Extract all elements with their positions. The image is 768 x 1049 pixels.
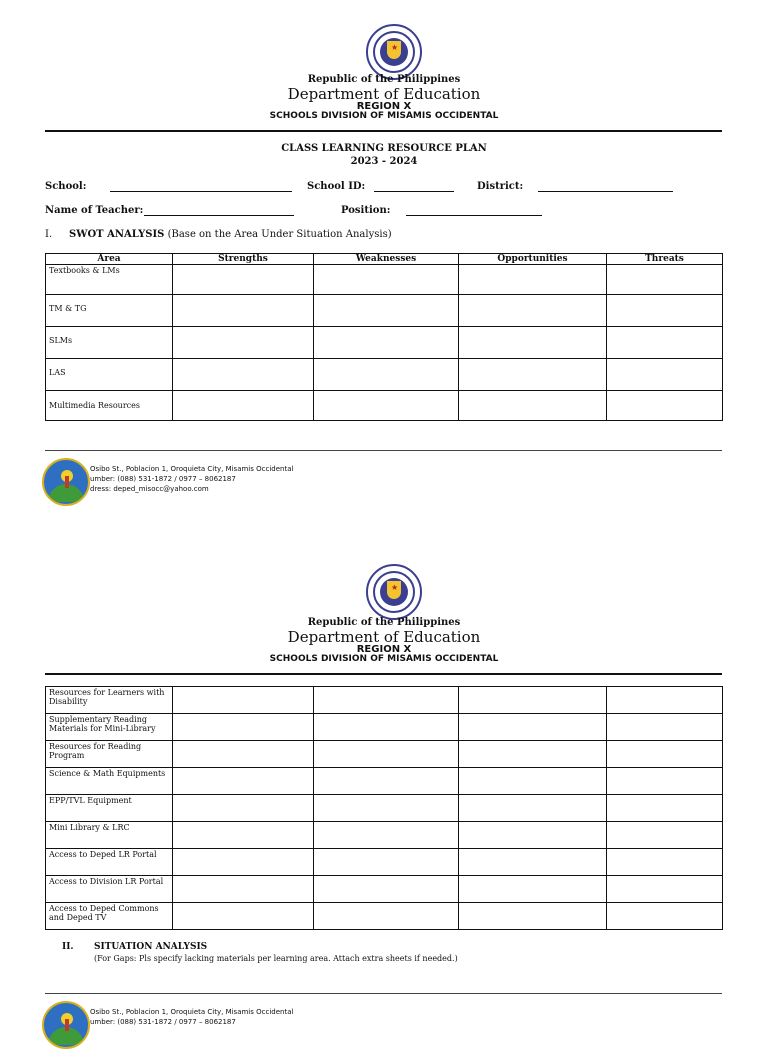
- table-row: [46, 903, 723, 930]
- header-divider: [45, 673, 722, 675]
- footer-email: dress: deped_misocc@yahoo.com: [90, 485, 209, 493]
- cell-threat[interactable]: [607, 849, 723, 876]
- area-mini-library: Mini Library & LRC: [46, 822, 173, 849]
- cell-threat[interactable]: [607, 295, 723, 327]
- swot-header-opportunities: Opportunities: [459, 254, 607, 265]
- section1-note: (Base on the Area Under Situation Analysis): [167, 229, 392, 240]
- cell-opportunity[interactable]: [459, 265, 607, 295]
- cell-weakness[interactable]: [314, 714, 459, 741]
- area-deped-lr-portal: Access to Deped LR Portal: [46, 849, 173, 876]
- cell-threat[interactable]: [607, 741, 723, 768]
- swot-table: [45, 253, 723, 421]
- cell-opportunity[interactable]: [459, 795, 607, 822]
- cell-opportunity[interactable]: [459, 822, 607, 849]
- table-row: [46, 876, 723, 903]
- deped-seal-icon: ★: [366, 564, 422, 620]
- cell-strength[interactable]: [173, 741, 314, 768]
- cell-opportunity[interactable]: [459, 295, 607, 327]
- plan-title: CLASS LEARNING RESOURCE PLAN: [281, 143, 487, 154]
- table-row: [46, 327, 723, 359]
- cell-threat[interactable]: [607, 822, 723, 849]
- cell-threat[interactable]: [607, 265, 723, 295]
- table-row: [46, 265, 723, 295]
- cell-strength[interactable]: [173, 903, 314, 930]
- cell-weakness[interactable]: [314, 876, 459, 903]
- table-row: [46, 849, 723, 876]
- division-logo-icon: [42, 458, 90, 506]
- cell-opportunity[interactable]: [459, 359, 607, 391]
- area-textbooks: Textbooks & LMs: [46, 265, 173, 295]
- cell-threat[interactable]: [607, 359, 723, 391]
- area-reading-program: Resources for Reading Program: [46, 741, 173, 768]
- area-epp-tvl: EPP/TVL Equipment: [46, 795, 173, 822]
- footer-phone: umber: (088) 531-1872 / 0977 – 8062187: [90, 1018, 236, 1026]
- cell-strength[interactable]: [173, 768, 314, 795]
- district-label: District:: [477, 181, 524, 192]
- cell-opportunity[interactable]: [459, 327, 607, 359]
- area-supplementary-reading: Supplementary Reading Materials for Mini-Library: [46, 714, 173, 741]
- table-row: [46, 295, 723, 327]
- division-label: SCHOOLS DIVISION OF MISAMIS OCCIDENTAL: [269, 111, 499, 121]
- deped-seal-icon: ★: [366, 24, 422, 80]
- cell-weakness[interactable]: [314, 359, 459, 391]
- school-year: 2023 - 2024: [350, 156, 418, 167]
- teacher-label: Name of Teacher:: [45, 205, 144, 216]
- swot-header-row: [46, 254, 723, 265]
- area-multimedia: Multimedia Resources: [46, 391, 173, 421]
- section1-title: SWOT ANALYSIS: [69, 229, 165, 240]
- cell-strength[interactable]: [173, 359, 314, 391]
- cell-weakness[interactable]: [314, 265, 459, 295]
- area-las: LAS: [46, 359, 173, 391]
- republic-label: Republic of the Philippines: [307, 617, 461, 628]
- cell-threat[interactable]: [607, 687, 723, 714]
- area-tm-tg: TM & TG: [46, 295, 173, 327]
- cell-weakness[interactable]: [314, 903, 459, 930]
- cell-strength[interactable]: [173, 714, 314, 741]
- department-title: Department of Education: [287, 85, 481, 103]
- footer-address: Osibo St., Poblacion 1, Oroquieta City, Misamis Occidental: [90, 1008, 294, 1016]
- cell-strength[interactable]: [173, 327, 314, 359]
- footer-divider: [45, 450, 722, 451]
- area-deped-commons-tv: Access to Deped Commons and Deped TV: [46, 903, 173, 930]
- cell-weakness[interactable]: [314, 295, 459, 327]
- school-label: School:: [45, 181, 87, 192]
- district-field[interactable]: [538, 182, 673, 192]
- division-label: SCHOOLS DIVISION OF MISAMIS OCCIDENTAL: [269, 654, 499, 664]
- cell-threat[interactable]: [607, 903, 723, 930]
- footer-address: Osibo St., Poblacion 1, Oroquieta City, Misamis Occidental: [90, 465, 294, 473]
- cell-opportunity[interactable]: [459, 768, 607, 795]
- area-learners-disability: Resources for Learners with Disability: [46, 687, 173, 714]
- cell-weakness[interactable]: [314, 768, 459, 795]
- table-row: [46, 714, 723, 741]
- position-field[interactable]: [406, 206, 542, 216]
- table-row: [46, 359, 723, 391]
- table-row: [46, 768, 723, 795]
- cell-strength[interactable]: [173, 295, 314, 327]
- cell-weakness[interactable]: [314, 795, 459, 822]
- area-science-math: Science & Math Equipments: [46, 768, 173, 795]
- header-divider: [45, 130, 722, 132]
- cell-opportunity[interactable]: [459, 391, 607, 421]
- region-label: REGION X: [356, 101, 412, 112]
- cell-opportunity[interactable]: [459, 714, 607, 741]
- position-label: Position:: [341, 205, 391, 216]
- cell-weakness[interactable]: [314, 687, 459, 714]
- table-row: [46, 822, 723, 849]
- cell-threat[interactable]: [607, 795, 723, 822]
- cell-threat[interactable]: [607, 714, 723, 741]
- republic-label: Republic of the Philippines: [307, 74, 461, 85]
- cell-strength[interactable]: [173, 795, 314, 822]
- teacher-field[interactable]: [144, 206, 294, 216]
- cell-weakness[interactable]: [314, 391, 459, 421]
- cell-strength[interactable]: [173, 876, 314, 903]
- division-logo-icon: [42, 1001, 90, 1049]
- swot-header-weaknesses: Weaknesses: [314, 254, 459, 265]
- table-row: [46, 741, 723, 768]
- section2-note: (For Gaps: Pls specify lacking materials per learning area. Attach extra sheets if needed.): [94, 954, 458, 963]
- area-slms: SLMs: [46, 327, 173, 359]
- area-division-lr-portal: Access to Division LR Portal: [46, 876, 173, 903]
- cell-opportunity[interactable]: [459, 876, 607, 903]
- swot-header-threats: Threats: [607, 254, 723, 265]
- section1-numeral: I.: [45, 229, 53, 240]
- cell-opportunity[interactable]: [459, 903, 607, 930]
- cell-threat[interactable]: [607, 876, 723, 903]
- swot-header-strengths: Strengths: [173, 254, 314, 265]
- cell-threat[interactable]: [607, 391, 723, 421]
- region-label: REGION X: [356, 644, 412, 655]
- cell-opportunity[interactable]: [459, 741, 607, 768]
- footer-phone: umber: (088) 531-1872 / 0977 – 8062187: [90, 475, 236, 483]
- school-field[interactable]: [110, 182, 292, 192]
- footer-contact: [90, 1007, 293, 1027]
- table-row: [46, 391, 723, 421]
- cell-weakness[interactable]: [314, 327, 459, 359]
- cell-threat[interactable]: [607, 327, 723, 359]
- cell-strength[interactable]: [173, 687, 314, 714]
- cell-strength[interactable]: [173, 391, 314, 421]
- cell-weakness[interactable]: [314, 849, 459, 876]
- department-title: Department of Education: [287, 628, 481, 646]
- table-row: [46, 795, 723, 822]
- cell-weakness[interactable]: [314, 822, 459, 849]
- resources-table: [45, 686, 723, 930]
- school-id-field[interactable]: [374, 182, 454, 192]
- school-id-label: School ID:: [307, 181, 366, 192]
- cell-strength[interactable]: [173, 265, 314, 295]
- footer-contact: [90, 464, 293, 494]
- cell-strength[interactable]: [173, 849, 314, 876]
- cell-opportunity[interactable]: [459, 687, 607, 714]
- table-row: [46, 687, 723, 714]
- cell-threat[interactable]: [607, 768, 723, 795]
- section2-numeral: II.: [62, 942, 74, 952]
- cell-strength[interactable]: [173, 822, 314, 849]
- section1-heading: [69, 229, 392, 240]
- cell-weakness[interactable]: [314, 741, 459, 768]
- section2-title: SITUATION ANALYSIS: [94, 942, 208, 952]
- footer-divider: [45, 993, 722, 994]
- swot-header-area: Area: [46, 254, 173, 265]
- cell-opportunity[interactable]: [459, 849, 607, 876]
